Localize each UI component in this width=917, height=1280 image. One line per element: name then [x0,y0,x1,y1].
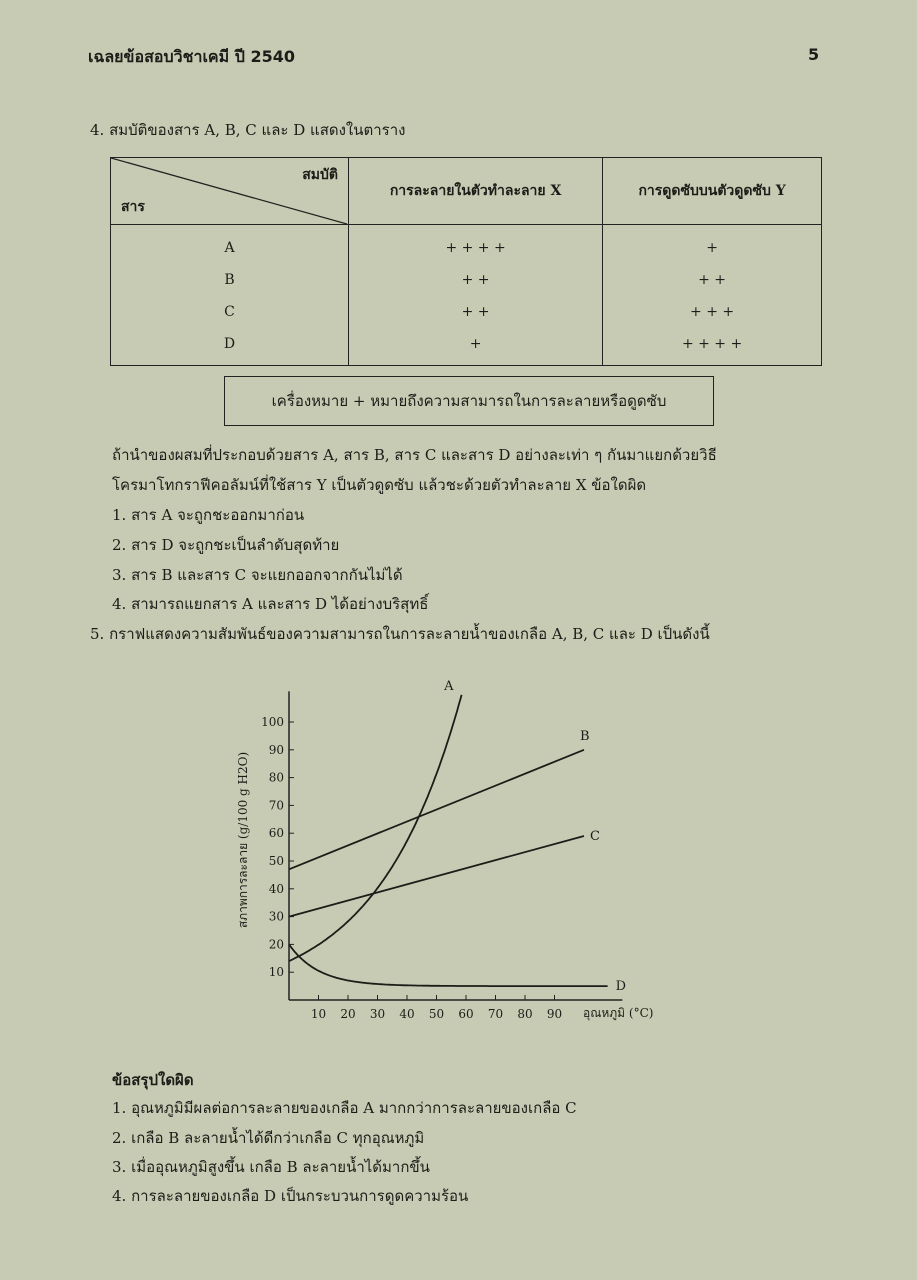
q5-option-3: 3. เมื่ออุณหภูมิสูงขึ้น เกลือ B ละลายน้ำได้มากขึ้น [112,1158,430,1176]
adsorption-cell: + + [603,264,822,296]
q4-option-2: 2. สาร D จะถูกชะเป็นลำดับสุดท้าย [112,536,340,554]
x-tick-label: 90 [546,1007,563,1021]
series-label-c: C [590,828,600,844]
table-row [111,225,822,265]
solubility-chart [225,670,685,1030]
x-tick-label: 40 [399,1007,415,1021]
legend-box [224,376,714,426]
column-header: การละลายในตัวทำละลาย X [349,158,603,225]
series-line-b [289,750,584,870]
solubility-cell: + + + + [349,225,603,265]
x-tick-label: 30 [369,1007,386,1021]
solubility-cell: + [349,328,603,366]
y-tick-label: 40 [268,881,284,896]
column-header: การดูดซับบนตัวดูดซับ Y [603,158,822,225]
series-label-d: D [615,979,627,995]
q4-option-1: 1. สาร A จะถูกชะออกมาก่อน [112,506,305,524]
legend-text: เครื่องหมาย + หมายถึงความสามารถในการละลายหรือดูดซับ [271,392,667,410]
q5-option-2: 2. เกลือ B ละลายน้ำได้ดีกว่าเกลือ C ทุกอุณหภูมิ [112,1129,425,1147]
q5-question: ข้อสรุปใดผิด [112,1071,194,1089]
series-line-a [289,695,462,961]
properties-table [110,157,822,366]
x-tick-label: 80 [517,1007,533,1021]
y-tick-label: 70 [268,798,284,813]
q5-option-4: 4. การละลายของเกลือ D เป็นกระบวนการดูดความร้อน [112,1187,469,1205]
y-tick-label: 90 [268,742,284,757]
corner-cell [111,158,349,225]
adsorption-cell: + + + [603,296,822,328]
substance-cell: D [111,328,349,366]
y-tick-label: 10 [268,965,284,980]
y-tick-label: 50 [268,854,284,868]
substance-cell: B [111,264,349,296]
x-tick-label: 70 [487,1007,504,1021]
table-row [111,296,822,328]
y-tick-label: 60 [268,826,284,841]
substance-cell: A [111,225,349,265]
adsorption-cell: + + + + [603,328,822,366]
q4-body-line: โครมาโทกราฟีคอลัมน์ที่ใช้สาร Y เป็นตัวดูดซับ แล้วชะด้วยตัวทำละลาย X ข้อใดผิด [112,476,647,494]
x-tick-label: 10 [310,1007,327,1021]
series-label-a: A [444,679,454,695]
corner-top-label: สมบัติ [302,167,338,183]
substance-cell: C [111,296,349,328]
q4-option-3: 3. สาร B และสาร C จะแยกออกจากกันไม่ได้ [112,566,403,584]
x-axis-label: อุณหภูมิ (°C) [583,1006,654,1020]
series-label-b: B [580,728,590,744]
q5-option-1: 1. อุณหภูมิมีผลต่อการละลายของเกลือ A มากกว่าการละลายของเกลือ C [112,1099,577,1117]
table-row [111,264,822,296]
x-tick-label: 20 [340,1007,356,1021]
y-tick-label: 100 [261,715,284,729]
running-header-title: เฉลยข้อสอบวิชาเคมี ปี 2540 [88,47,295,66]
q4-body-line: ถ้านำของผสมที่ประกอบด้วยสาร A, สาร B, สาร C และสาร D อย่างละเท่า ๆ กันมาแยกด้วยวิธี [112,446,717,464]
q4-prompt: 4. สมบัติของสาร A, B, C และ D แสดงในตาราง [90,121,406,139]
q5-prompt: 5. กราฟแสดงความสัมพันธ์ของความสามารถในการละลายน้ำของเกลือ A, B, C และ D เป็นดังนี้ [90,625,710,643]
table-row [111,328,822,366]
series-line-d [289,944,608,986]
y-axis-label: สภาพการละลาย (g/100 g H2O) [236,751,250,929]
x-tick-label: 60 [458,1007,474,1021]
x-tick-label: 50 [428,1007,445,1021]
corner-bottom-label: สาร [121,199,145,215]
solubility-cell: + + [349,264,603,296]
y-tick-label: 80 [268,770,284,785]
y-tick-label: 30 [268,909,284,924]
solubility-cell: + + [349,296,603,328]
series-line-c [289,836,584,917]
y-tick-label: 20 [268,937,284,952]
adsorption-cell: + [603,225,822,265]
q4-option-4: 4. สามารถแยกสาร A และสาร D ได้อย่างบริสุทธิ์ [112,595,429,613]
page-number: 5 [808,45,820,64]
